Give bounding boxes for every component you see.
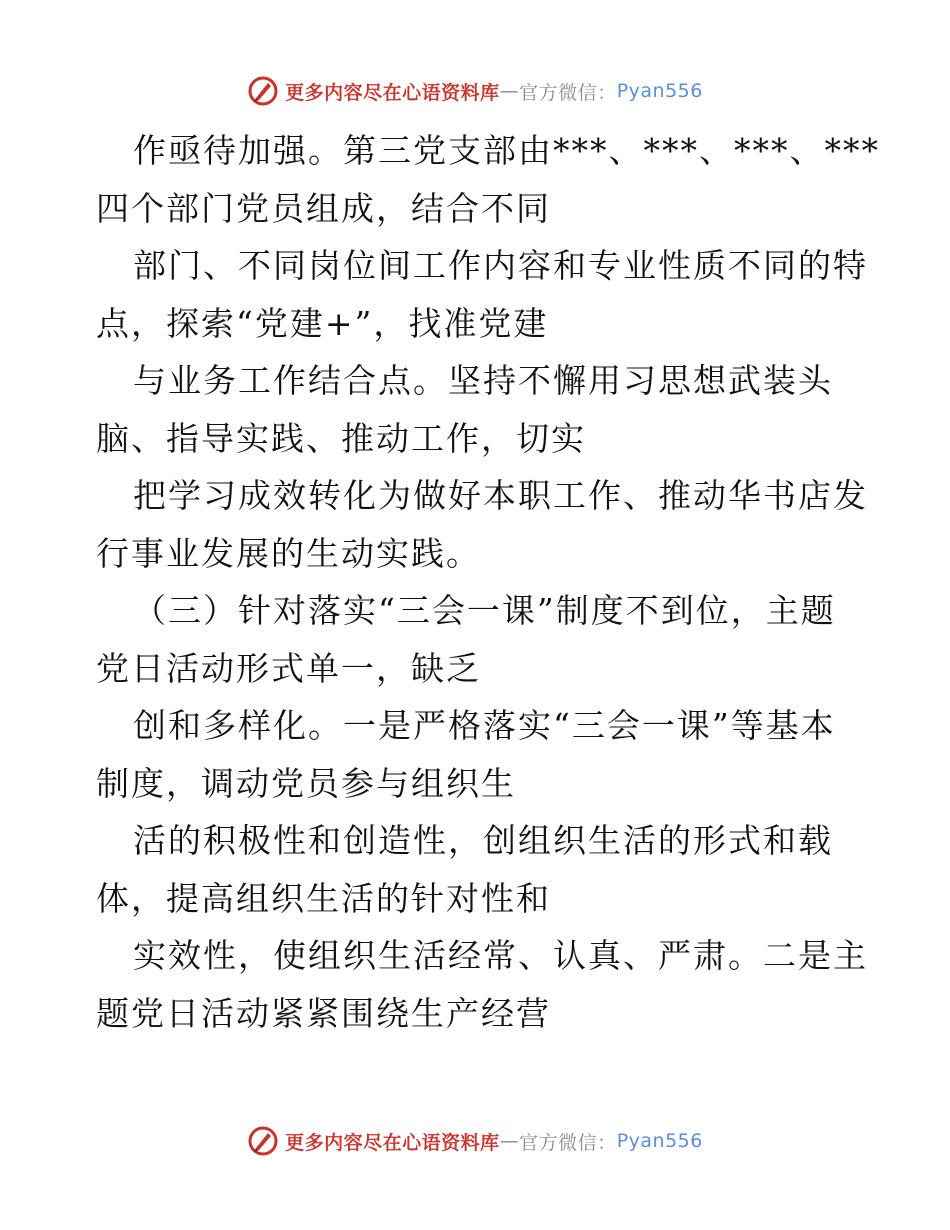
banner-site-name: 更多内容尽在心语资料库 <box>285 81 500 104</box>
text-line: 四个部门党员组成，结合不同 <box>96 188 551 228</box>
text-line: 实效性，使组织生活经常、认真、严肃。二是主 <box>133 936 868 975</box>
text-line: 制度，调动党员参与组织生 <box>96 763 516 803</box>
text-line: 创和多样化。一是严格落实“三会一课”等基本 <box>133 706 836 745</box>
banner-site-name: 更多内容尽在心语资料库 <box>285 1131 500 1154</box>
text-line: 行事业发展的生动实践。 <box>96 533 481 573</box>
text-line: 题党日活动紧紧围绕生产经营 <box>96 993 551 1033</box>
banner-dash: — <box>499 1130 520 1152</box>
text-line: 作亟待加强。第三党支部由***、***、***、*** <box>133 131 880 170</box>
document-body <box>96 122 880 1042</box>
pen-logo-icon <box>247 75 279 107</box>
header-watermark-banner <box>0 72 950 110</box>
text-line: 把学习成效转化为做好本职工作、推动华书店发 <box>133 476 868 515</box>
text-line: 活的积极性和创造性，创组织生活的形式和载 <box>133 821 833 860</box>
text-line: 点，探索“党建+”，找准党建 <box>96 303 549 343</box>
text-line: 党日活动形式单一，缺乏 <box>96 648 481 688</box>
banner-wechat-label: 官方微信： <box>519 81 617 104</box>
footer-watermark-banner <box>0 1122 950 1160</box>
banner-wechat-id: Pyan556 <box>616 1130 703 1152</box>
text-line: 与业务工作结合点。坚持不懈用习思想武装头 <box>133 361 833 400</box>
pen-logo-icon <box>247 1125 279 1157</box>
banner-dash: — <box>499 80 520 102</box>
text-line: 部门、不同岗位间工作内容和专业性质不同的特 <box>133 246 868 285</box>
text-line: 脑、指导实践、推动工作，切实 <box>96 418 586 458</box>
banner-wechat-label: 官方微信： <box>519 1131 617 1154</box>
banner-wechat-id: Pyan556 <box>616 80 703 102</box>
text-line: 体，提高组织生活的针对性和 <box>96 878 551 918</box>
text-line: （三）针对落实“三会一课”制度不到位，主题 <box>133 591 836 630</box>
